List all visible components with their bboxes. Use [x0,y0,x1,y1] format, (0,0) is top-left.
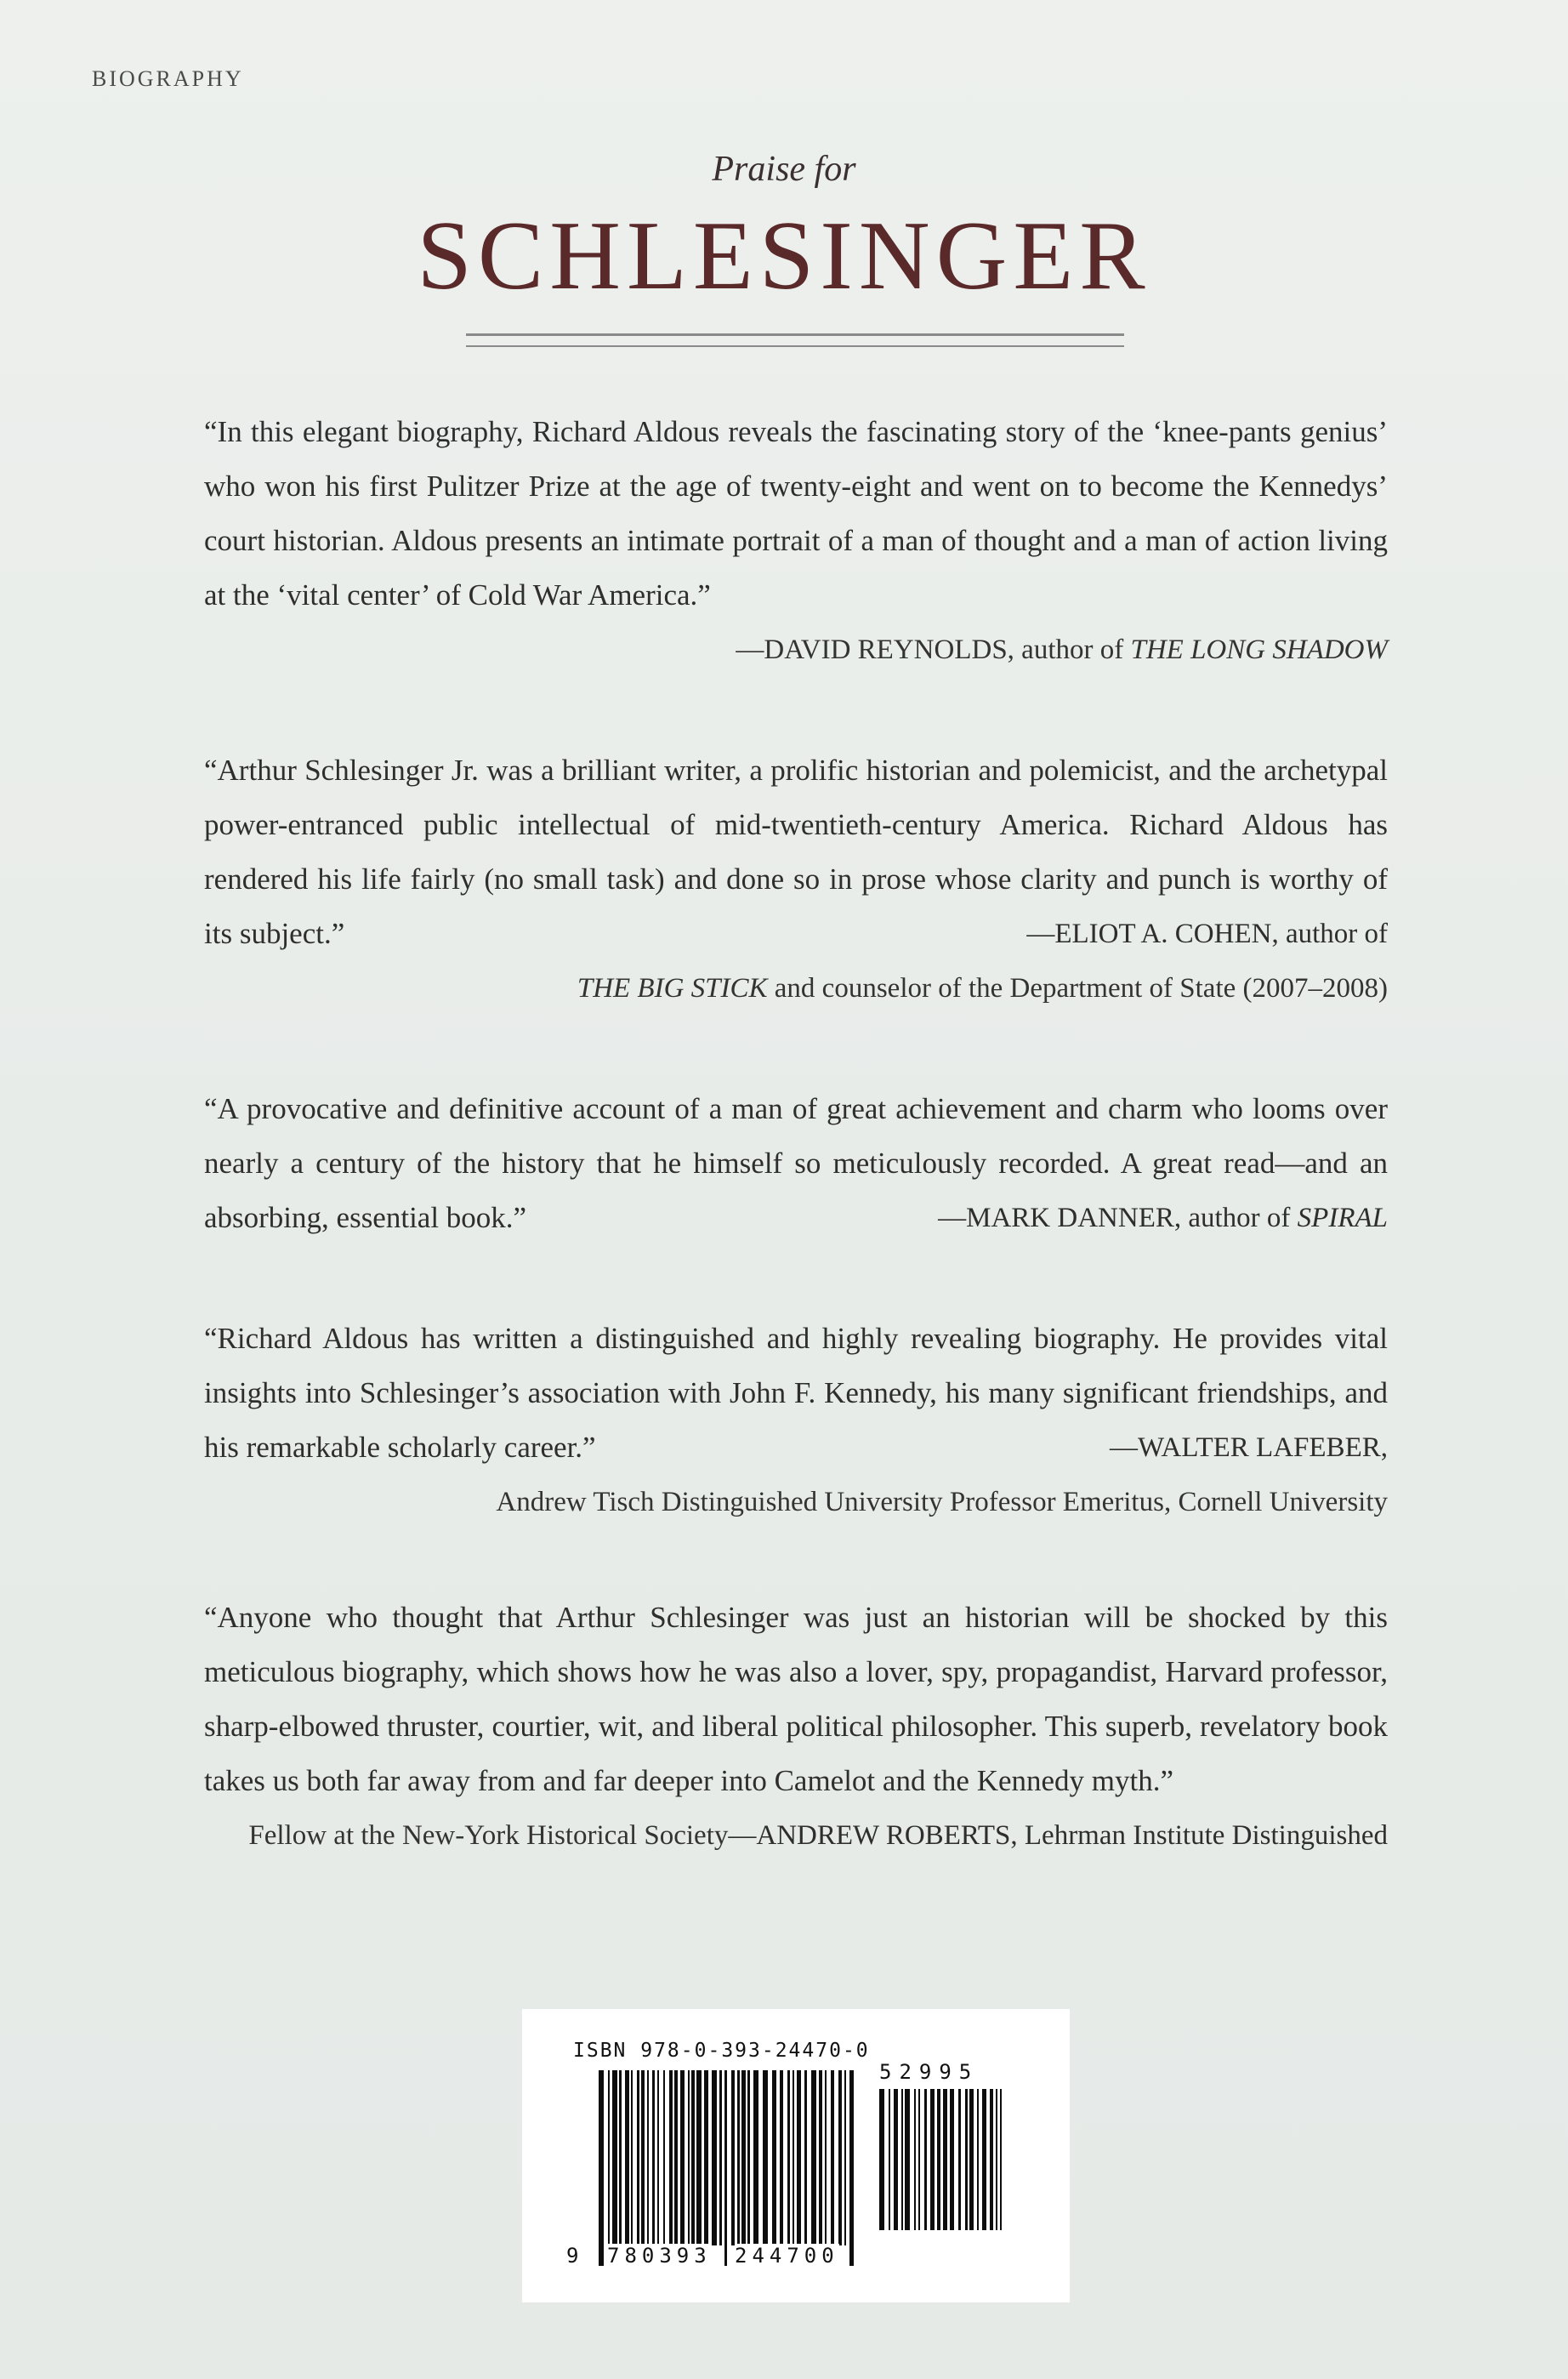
isbn-barcode [522,2009,1070,2302]
book-title: SCHLESINGER [417,202,1151,310]
barcode-bar [680,2070,685,2245]
attribution-text: —ELIOT A. COHEN, author of [1026,919,1388,949]
barcode-bar [704,2070,708,2245]
blurb-quote: “In this elegant biography, Richard Aldous reveals the fascinating story of the ‘knee-pants genius’ who won his first Pulitzer Prize at the age of twenty-eight and went on to become the Kennedys’ court historian. Aldous presents an intimate portrait of a man of thought and a man of action living at the ‘vital center’ of Cold War America.” [204,415,1388,612]
barcode-bar [612,2070,617,2245]
barcode-bar [804,2070,807,2245]
barcode-bar [637,2070,639,2245]
attribution-tail: and counselor of the Department of State (2007–2008) [767,973,1388,1004]
barcode-bar [969,2089,974,2230]
barcode-bar [982,2089,986,2230]
barcode-bar [905,2089,910,2230]
barcode-bar [958,2089,961,2230]
work-title: THE BIG STICK [577,973,768,1004]
barcode-bar [780,2070,783,2245]
attribution-text: —ANDREW ROBERTS, Lehrman Institute Distinguished [728,1820,1388,1851]
barcode-bar [691,2070,695,2245]
barcode-bar [901,2089,903,2230]
barcode-bar [996,2089,997,2230]
barcode-bar [763,2070,768,2245]
attribution-text: —MARK DANNER, author of [938,1203,1298,1233]
barcode-bar [924,2089,927,2230]
work-title: SPIRAL [1297,1203,1388,1233]
blurb [204,743,1388,1016]
blurb-quote [204,1312,1388,1475]
attribution-text: —WALTER LAFEBER, [1110,1432,1388,1463]
barcode-bar [787,2070,790,2245]
barcode-bar [688,2070,690,2245]
barcode-bar [825,2070,827,2245]
blurb-attribution [204,623,1388,677]
ean-barcode-bars [599,2070,854,2266]
barcode-bar [811,2070,816,2245]
blurb-quote-text: “Richard Aldous has written a distinguished and highly revealing biography. He provides vital insights into Schlesinger’s association with John F. Kennedy, his many significant friendships, and his remarkable scholarly career.” [204,1322,1388,1464]
barcode-bar [647,2070,649,2245]
barcode-bar [741,2070,746,2245]
barcode-bar [937,2089,940,2230]
attribution-text: —DAVID REYNOLDS, author of [736,635,1131,665]
barcode-bar [663,2070,665,2245]
ean-right-digits: 244700 [735,2244,839,2268]
blurb-quote-text: “A provocative and definitive account of a man of great achievement and charm who looms over nearly a century of the history that he himself so meticulously recorded. A great read—and an absorbing, essential book.” [204,1092,1388,1234]
addon-barcode-bars [879,2089,1007,2251]
barcode-bar [657,2070,659,2245]
barcode-bar [599,2070,604,2266]
blurb [204,1591,1388,1863]
barcode-bar [1000,2089,1002,2230]
barcode-bar [719,2070,722,2245]
blurb [204,1312,1388,1529]
barcode-bar [797,2070,801,2245]
isbn-label: ISBN 978-0-393-24470-0 [573,2040,870,2062]
addon-digits: 52995 [879,2060,980,2084]
barcode-bar [930,2089,935,2230]
barcode-bar [894,2089,898,2230]
barcode-bar [737,2070,740,2245]
barcode-bar [831,2070,834,2245]
barcode-bar [950,2089,954,2230]
barcode-bar [669,2070,673,2245]
barcode-bar [879,2089,884,2230]
barcode-bar [731,2070,735,2245]
barcode-bar [772,2070,776,2245]
barcode-bar [914,2089,916,2230]
blurb-quote [204,1082,1388,1245]
praise-for-heading: Praise for [712,150,856,189]
attribution-tail: Fellow at the New-York Historical Society [248,1820,729,1851]
blurb-quote-text: “Anyone who thought that Arthur Schlesinger was just an historian will be shocked by this meticulous biography, which shows how he was also a lover, spy, propagandist, Harvard professor, sharp-elbowed thruster, courtier, wit, and liberal political philosopher. This superb, revelatory book takes us both far away from and far deeper into Camelot and the Kennedy myth.” [204,1601,1388,1797]
barcode-bar [990,2089,993,2230]
barcode-bar [674,2070,678,2245]
blurb-quote [204,743,1388,961]
barcode-bar [631,2070,633,2245]
barcode-bar [625,2070,629,2245]
barcode-bar [965,2089,968,2230]
barcode-bar [712,2070,717,2245]
barcode-bar [918,2089,920,2230]
barcode-bar [724,2070,727,2266]
work-title: THE LONG SHADOW [1130,635,1388,665]
category-label: BIOGRAPHY [92,66,244,91]
barcode-bar [943,2089,947,2230]
ean-left-digits: 780393 [607,2244,712,2268]
attribution-tail: Andrew Tisch Distinguished University Professor Emeritus, Cornell University [496,1487,1388,1517]
blurb [204,405,1388,677]
barcode-bar [977,2089,979,2230]
barcode-bar [747,2070,750,2245]
title-rule-bottom [466,345,1124,347]
blurb [204,1082,1388,1245]
barcode-bar [652,2070,655,2245]
barcode-bar [838,2070,842,2245]
barcode-bar [753,2070,758,2245]
barcode-bar [819,2070,822,2245]
barcode-bar [696,2070,702,2245]
barcode-bar [844,2070,846,2245]
blurb-attribution [938,1191,1388,1245]
ean-lead-digit: 9 [566,2244,579,2268]
title-rule-top [466,333,1124,336]
blurb-quote-text: “Arthur Schlesinger Jr. was a brilliant writer, a prolific historian and polemicist, and the archetypal power-entranced public intellectual of mid-twentieth-century America. Richard Aldous has rendered his life fairly (no small task) and done so in prose whose clarity and punch is worthy of its subject.” [204,754,1388,950]
blurb-attribution [204,961,1388,1016]
barcode-bar [849,2070,854,2266]
barcode-bar [641,2070,645,2245]
barcode-bar [793,2070,794,2245]
barcode-bar [608,2070,610,2266]
barcode-bar [889,2089,890,2230]
barcode-bar [619,2070,622,2245]
